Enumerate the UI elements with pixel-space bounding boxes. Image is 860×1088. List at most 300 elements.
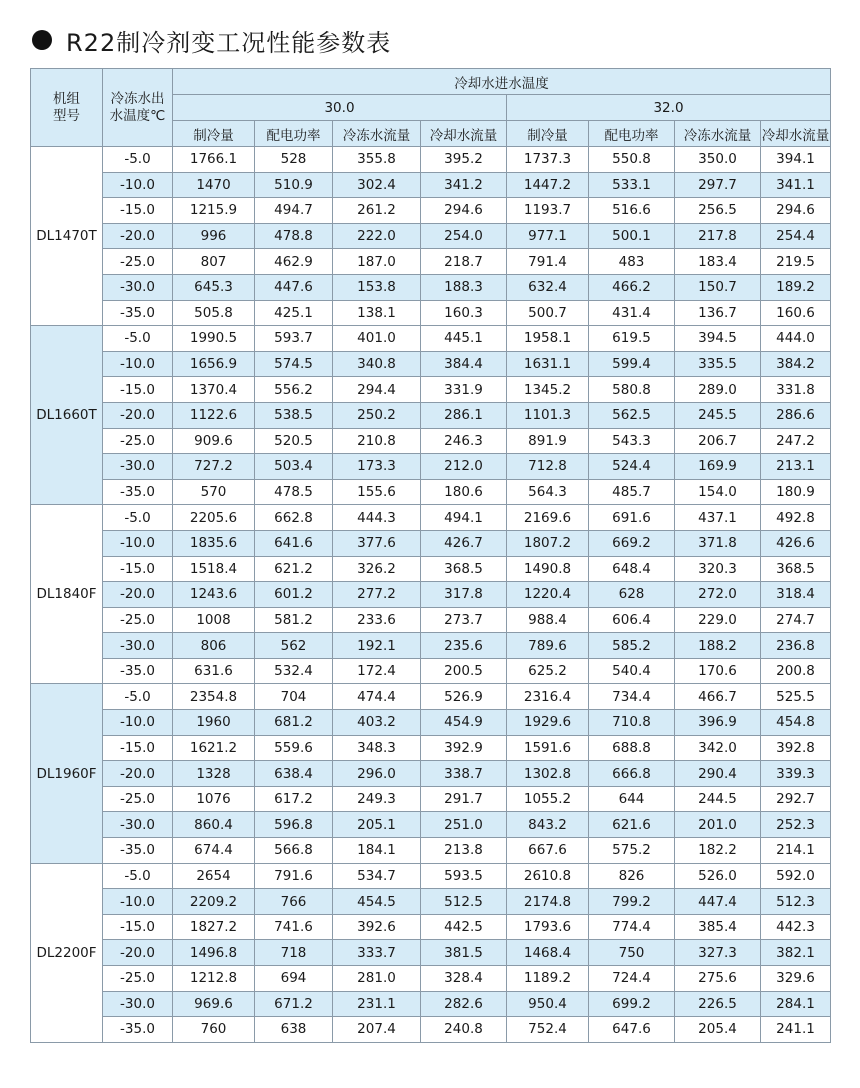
outlet-temp-cell: -5.0 bbox=[103, 147, 173, 173]
value-cell: 1193.7 bbox=[507, 198, 589, 224]
value-cell: 996 bbox=[173, 223, 255, 249]
value-cell: 1189.2 bbox=[507, 966, 589, 992]
inlet-temp-32: 32.0 bbox=[507, 95, 831, 121]
value-cell: 180.9 bbox=[761, 479, 831, 505]
value-cell: 272.0 bbox=[675, 582, 761, 608]
table-row bbox=[31, 658, 831, 684]
table-body bbox=[31, 147, 831, 1043]
value-cell: 645.3 bbox=[173, 274, 255, 300]
table-row bbox=[31, 428, 831, 454]
value-cell: 333.7 bbox=[333, 940, 421, 966]
value-cell: 213.1 bbox=[761, 454, 831, 480]
value-cell: 575.2 bbox=[589, 838, 675, 864]
outlet-temp-cell: -5.0 bbox=[103, 326, 173, 352]
outlet-temp-cell: -30.0 bbox=[103, 454, 173, 480]
value-cell: 292.7 bbox=[761, 786, 831, 812]
outlet-temp-cell: -5.0 bbox=[103, 684, 173, 710]
value-cell: 562 bbox=[255, 633, 333, 659]
value-cell: 447.6 bbox=[255, 274, 333, 300]
value-cell: 233.6 bbox=[333, 607, 421, 633]
value-cell: 392.9 bbox=[421, 735, 507, 761]
value-cell: 516.6 bbox=[589, 198, 675, 224]
value-cell: 593.5 bbox=[421, 863, 507, 889]
outlet-temp-cell: -10.0 bbox=[103, 889, 173, 915]
value-cell: 474.4 bbox=[333, 684, 421, 710]
value-cell: 281.0 bbox=[333, 966, 421, 992]
outlet-temp-cell: -20.0 bbox=[103, 223, 173, 249]
value-cell: 294.6 bbox=[761, 198, 831, 224]
value-cell: 950.4 bbox=[507, 991, 589, 1017]
value-cell: 339.3 bbox=[761, 761, 831, 787]
outlet-temp-cell: -25.0 bbox=[103, 607, 173, 633]
value-cell: 210.8 bbox=[333, 428, 421, 454]
value-cell: 192.1 bbox=[333, 633, 421, 659]
value-cell: 291.7 bbox=[421, 786, 507, 812]
value-cell: 492.8 bbox=[761, 505, 831, 531]
value-cell: 766 bbox=[255, 889, 333, 915]
value-cell: 628 bbox=[589, 582, 675, 608]
value-cell: 377.6 bbox=[333, 530, 421, 556]
table-row bbox=[31, 223, 831, 249]
value-cell: 977.1 bbox=[507, 223, 589, 249]
value-cell: 525.5 bbox=[761, 684, 831, 710]
value-cell: 1345.2 bbox=[507, 377, 589, 403]
value-cell: 1766.1 bbox=[173, 147, 255, 173]
table-row bbox=[31, 889, 831, 915]
value-cell: 619.5 bbox=[589, 326, 675, 352]
value-cell: 520.5 bbox=[255, 428, 333, 454]
model-cell: DL2200F bbox=[31, 863, 103, 1042]
table-row bbox=[31, 326, 831, 352]
value-cell: 538.5 bbox=[255, 402, 333, 428]
value-cell: 543.3 bbox=[589, 428, 675, 454]
value-cell: 341.2 bbox=[421, 172, 507, 198]
value-cell: 1960 bbox=[173, 710, 255, 736]
value-cell: 155.6 bbox=[333, 479, 421, 505]
outlet-temp-cell: -10.0 bbox=[103, 530, 173, 556]
value-cell: 843.2 bbox=[507, 812, 589, 838]
value-cell: 2316.4 bbox=[507, 684, 589, 710]
value-cell: 585.2 bbox=[589, 633, 675, 659]
value-cell: 559.6 bbox=[255, 735, 333, 761]
sub-column-header: 配电功率 bbox=[589, 121, 675, 147]
value-cell: 638.4 bbox=[255, 761, 333, 787]
value-cell: 153.8 bbox=[333, 274, 421, 300]
table-row bbox=[31, 377, 831, 403]
sub-column-header: 冷却水流量 bbox=[761, 121, 831, 147]
value-cell: 1631.1 bbox=[507, 351, 589, 377]
outlet-temp-cell: -35.0 bbox=[103, 300, 173, 326]
value-cell: 222.0 bbox=[333, 223, 421, 249]
value-cell: 247.2 bbox=[761, 428, 831, 454]
value-cell: 969.6 bbox=[173, 991, 255, 1017]
outlet-temp-cell: -5.0 bbox=[103, 505, 173, 531]
value-cell: 277.2 bbox=[333, 582, 421, 608]
value-cell: 431.4 bbox=[589, 300, 675, 326]
value-cell: 1990.5 bbox=[173, 326, 255, 352]
outlet-temp-cell: -5.0 bbox=[103, 863, 173, 889]
model-cell: DL1960F bbox=[31, 684, 103, 863]
value-cell: 644 bbox=[589, 786, 675, 812]
value-cell: 286.1 bbox=[421, 402, 507, 428]
outlet-temp-cell: -25.0 bbox=[103, 249, 173, 275]
outlet-temp-cell: -20.0 bbox=[103, 940, 173, 966]
value-cell: 241.1 bbox=[761, 1017, 831, 1043]
value-cell: 296.0 bbox=[333, 761, 421, 787]
value-cell: 188.2 bbox=[675, 633, 761, 659]
value-cell: 533.1 bbox=[589, 172, 675, 198]
value-cell: 218.7 bbox=[421, 249, 507, 275]
value-cell: 200.8 bbox=[761, 658, 831, 684]
outlet-temp-header: 冷冻水出 水温度℃ bbox=[103, 69, 173, 147]
value-cell: 444.0 bbox=[761, 326, 831, 352]
value-cell: 1827.2 bbox=[173, 914, 255, 940]
table-row bbox=[31, 402, 831, 428]
value-cell: 631.6 bbox=[173, 658, 255, 684]
value-cell: 500.1 bbox=[589, 223, 675, 249]
value-cell: 297.7 bbox=[675, 172, 761, 198]
value-cell: 710.8 bbox=[589, 710, 675, 736]
value-cell: 601.2 bbox=[255, 582, 333, 608]
sub-column-header: 制冷量 bbox=[173, 121, 255, 147]
table-row bbox=[31, 940, 831, 966]
value-cell: 350.0 bbox=[675, 147, 761, 173]
value-cell: 724.4 bbox=[589, 966, 675, 992]
value-cell: 254.0 bbox=[421, 223, 507, 249]
value-cell: 1220.4 bbox=[507, 582, 589, 608]
value-cell: 1055.2 bbox=[507, 786, 589, 812]
value-cell: 201.0 bbox=[675, 812, 761, 838]
value-cell: 1591.6 bbox=[507, 735, 589, 761]
sub-column-header: 配电功率 bbox=[255, 121, 333, 147]
value-cell: 368.5 bbox=[421, 556, 507, 582]
value-cell: 425.1 bbox=[255, 300, 333, 326]
value-cell: 556.2 bbox=[255, 377, 333, 403]
value-cell: 1447.2 bbox=[507, 172, 589, 198]
value-cell: 564.3 bbox=[507, 479, 589, 505]
value-cell: 189.2 bbox=[761, 274, 831, 300]
value-cell: 712.8 bbox=[507, 454, 589, 480]
value-cell: 524.4 bbox=[589, 454, 675, 480]
value-cell: 206.7 bbox=[675, 428, 761, 454]
value-cell: 1807.2 bbox=[507, 530, 589, 556]
value-cell: 503.4 bbox=[255, 454, 333, 480]
value-cell: 327.3 bbox=[675, 940, 761, 966]
value-cell: 621.2 bbox=[255, 556, 333, 582]
value-cell: 1490.8 bbox=[507, 556, 589, 582]
value-cell: 528 bbox=[255, 147, 333, 173]
value-cell: 342.0 bbox=[675, 735, 761, 761]
sub-column-header: 冷冻水流量 bbox=[675, 121, 761, 147]
value-cell: 447.4 bbox=[675, 889, 761, 915]
value-cell: 1122.6 bbox=[173, 402, 255, 428]
value-cell: 442.5 bbox=[421, 914, 507, 940]
value-cell: 335.5 bbox=[675, 351, 761, 377]
value-cell: 1793.6 bbox=[507, 914, 589, 940]
value-cell: 1370.4 bbox=[173, 377, 255, 403]
value-cell: 1958.1 bbox=[507, 326, 589, 352]
performance-table bbox=[30, 68, 831, 1043]
value-cell: 799.2 bbox=[589, 889, 675, 915]
outlet-temp-cell: -15.0 bbox=[103, 198, 173, 224]
inlet-temp-30: 30.0 bbox=[173, 95, 507, 121]
table-row bbox=[31, 351, 831, 377]
outlet-temp-cell: -30.0 bbox=[103, 633, 173, 659]
value-cell: 454.5 bbox=[333, 889, 421, 915]
value-cell: 154.0 bbox=[675, 479, 761, 505]
value-cell: 789.6 bbox=[507, 633, 589, 659]
table-row bbox=[31, 991, 831, 1017]
value-cell: 466.2 bbox=[589, 274, 675, 300]
value-cell: 681.2 bbox=[255, 710, 333, 736]
value-cell: 727.2 bbox=[173, 454, 255, 480]
outlet-temp-cell: -20.0 bbox=[103, 402, 173, 428]
outlet-temp-cell: -30.0 bbox=[103, 991, 173, 1017]
value-cell: 891.9 bbox=[507, 428, 589, 454]
value-cell: 182.2 bbox=[675, 838, 761, 864]
value-cell: 437.1 bbox=[675, 505, 761, 531]
value-cell: 205.4 bbox=[675, 1017, 761, 1043]
table-row bbox=[31, 1017, 831, 1043]
value-cell: 791.4 bbox=[507, 249, 589, 275]
value-cell: 617.2 bbox=[255, 786, 333, 812]
outlet-temp-cell: -15.0 bbox=[103, 377, 173, 403]
value-cell: 752.4 bbox=[507, 1017, 589, 1043]
table-row bbox=[31, 198, 831, 224]
value-cell: 512.5 bbox=[421, 889, 507, 915]
value-cell: 647.6 bbox=[589, 1017, 675, 1043]
value-cell: 294.4 bbox=[333, 377, 421, 403]
table-header bbox=[31, 69, 831, 147]
value-cell: 674.4 bbox=[173, 838, 255, 864]
table-row bbox=[31, 966, 831, 992]
value-cell: 2169.6 bbox=[507, 505, 589, 531]
outlet-temp-cell: -10.0 bbox=[103, 710, 173, 736]
table-row bbox=[31, 607, 831, 633]
value-cell: 526.0 bbox=[675, 863, 761, 889]
value-cell: 368.5 bbox=[761, 556, 831, 582]
value-cell: 806 bbox=[173, 633, 255, 659]
value-cell: 150.7 bbox=[675, 274, 761, 300]
table-row bbox=[31, 530, 831, 556]
value-cell: 807 bbox=[173, 249, 255, 275]
table-row bbox=[31, 172, 831, 198]
value-cell: 244.5 bbox=[675, 786, 761, 812]
value-cell: 454.8 bbox=[761, 710, 831, 736]
model-cell: DL1470T bbox=[31, 147, 103, 326]
value-cell: 1076 bbox=[173, 786, 255, 812]
bullet-icon bbox=[32, 30, 52, 50]
value-cell: 331.9 bbox=[421, 377, 507, 403]
value-cell: 213.8 bbox=[421, 838, 507, 864]
table-row bbox=[31, 274, 831, 300]
value-cell: 1496.8 bbox=[173, 940, 255, 966]
value-cell: 1470 bbox=[173, 172, 255, 198]
value-cell: 478.5 bbox=[255, 479, 333, 505]
value-cell: 454.9 bbox=[421, 710, 507, 736]
value-cell: 254.4 bbox=[761, 223, 831, 249]
value-cell: 169.9 bbox=[675, 454, 761, 480]
value-cell: 599.4 bbox=[589, 351, 675, 377]
title-row bbox=[32, 22, 391, 58]
outlet-temp-cell: -10.0 bbox=[103, 351, 173, 377]
value-cell: 384.4 bbox=[421, 351, 507, 377]
value-cell: 621.6 bbox=[589, 812, 675, 838]
value-cell: 240.8 bbox=[421, 1017, 507, 1043]
value-cell: 290.4 bbox=[675, 761, 761, 787]
table-row bbox=[31, 633, 831, 659]
value-cell: 245.5 bbox=[675, 402, 761, 428]
value-cell: 760 bbox=[173, 1017, 255, 1043]
value-cell: 860.4 bbox=[173, 812, 255, 838]
value-cell: 562.5 bbox=[589, 402, 675, 428]
value-cell: 426.6 bbox=[761, 530, 831, 556]
outlet-temp-cell: -35.0 bbox=[103, 1017, 173, 1043]
value-cell: 494.7 bbox=[255, 198, 333, 224]
value-cell: 574.5 bbox=[255, 351, 333, 377]
value-cell: 252.3 bbox=[761, 812, 831, 838]
value-cell: 691.6 bbox=[589, 505, 675, 531]
value-cell: 231.1 bbox=[333, 991, 421, 1017]
value-cell: 249.3 bbox=[333, 786, 421, 812]
value-cell: 401.0 bbox=[333, 326, 421, 352]
value-cell: 275.6 bbox=[675, 966, 761, 992]
value-cell: 648.4 bbox=[589, 556, 675, 582]
value-cell: 173.3 bbox=[333, 454, 421, 480]
value-cell: 403.2 bbox=[333, 710, 421, 736]
value-cell: 229.0 bbox=[675, 607, 761, 633]
value-cell: 282.6 bbox=[421, 991, 507, 1017]
value-cell: 2354.8 bbox=[173, 684, 255, 710]
value-cell: 532.4 bbox=[255, 658, 333, 684]
value-cell: 188.3 bbox=[421, 274, 507, 300]
value-cell: 442.3 bbox=[761, 914, 831, 940]
value-cell: 355.8 bbox=[333, 147, 421, 173]
value-cell: 570 bbox=[173, 479, 255, 505]
value-cell: 394.5 bbox=[675, 326, 761, 352]
table-row bbox=[31, 710, 831, 736]
value-cell: 580.8 bbox=[589, 377, 675, 403]
value-cell: 1212.8 bbox=[173, 966, 255, 992]
value-cell: 289.0 bbox=[675, 377, 761, 403]
value-cell: 385.4 bbox=[675, 914, 761, 940]
table-row bbox=[31, 479, 831, 505]
table-row bbox=[31, 454, 831, 480]
outlet-temp-cell: -30.0 bbox=[103, 812, 173, 838]
model-header: 机组 型号 bbox=[31, 69, 103, 147]
value-cell: 741.6 bbox=[255, 914, 333, 940]
value-cell: 988.4 bbox=[507, 607, 589, 633]
value-cell: 1328 bbox=[173, 761, 255, 787]
value-cell: 371.8 bbox=[675, 530, 761, 556]
value-cell: 274.7 bbox=[761, 607, 831, 633]
value-cell: 1737.3 bbox=[507, 147, 589, 173]
value-cell: 2209.2 bbox=[173, 889, 255, 915]
value-cell: 217.8 bbox=[675, 223, 761, 249]
value-cell: 250.2 bbox=[333, 402, 421, 428]
value-cell: 1243.6 bbox=[173, 582, 255, 608]
value-cell: 207.4 bbox=[333, 1017, 421, 1043]
outlet-temp-cell: -25.0 bbox=[103, 786, 173, 812]
value-cell: 251.0 bbox=[421, 812, 507, 838]
value-cell: 662.8 bbox=[255, 505, 333, 531]
value-cell: 444.3 bbox=[333, 505, 421, 531]
outlet-temp-cell: -35.0 bbox=[103, 658, 173, 684]
value-cell: 688.8 bbox=[589, 735, 675, 761]
outlet-temp-cell: -20.0 bbox=[103, 761, 173, 787]
value-cell: 2174.8 bbox=[507, 889, 589, 915]
value-cell: 606.4 bbox=[589, 607, 675, 633]
value-cell: 261.2 bbox=[333, 198, 421, 224]
value-cell: 592.0 bbox=[761, 863, 831, 889]
value-cell: 187.0 bbox=[333, 249, 421, 275]
table-row bbox=[31, 914, 831, 940]
value-cell: 340.8 bbox=[333, 351, 421, 377]
value-cell: 694 bbox=[255, 966, 333, 992]
value-cell: 328.4 bbox=[421, 966, 507, 992]
table-row bbox=[31, 735, 831, 761]
value-cell: 466.7 bbox=[675, 684, 761, 710]
value-cell: 540.4 bbox=[589, 658, 675, 684]
value-cell: 581.2 bbox=[255, 607, 333, 633]
table-row bbox=[31, 838, 831, 864]
value-cell: 326.2 bbox=[333, 556, 421, 582]
outlet-temp-cell: -25.0 bbox=[103, 966, 173, 992]
table-row bbox=[31, 249, 831, 275]
table-row bbox=[31, 812, 831, 838]
outlet-temp-cell: -15.0 bbox=[103, 735, 173, 761]
value-cell: 212.0 bbox=[421, 454, 507, 480]
value-cell: 485.7 bbox=[589, 479, 675, 505]
table-row bbox=[31, 863, 831, 889]
value-cell: 235.6 bbox=[421, 633, 507, 659]
sub-column-header: 制冷量 bbox=[507, 121, 589, 147]
value-cell: 718 bbox=[255, 940, 333, 966]
value-cell: 341.1 bbox=[761, 172, 831, 198]
value-cell: 396.9 bbox=[675, 710, 761, 736]
value-cell: 669.2 bbox=[589, 530, 675, 556]
outlet-temp-cell: -25.0 bbox=[103, 428, 173, 454]
value-cell: 200.5 bbox=[421, 658, 507, 684]
value-cell: 534.7 bbox=[333, 863, 421, 889]
value-cell: 445.1 bbox=[421, 326, 507, 352]
table-row bbox=[31, 582, 831, 608]
value-cell: 392.6 bbox=[333, 914, 421, 940]
outlet-temp-cell: -30.0 bbox=[103, 274, 173, 300]
outlet-temp-cell: -15.0 bbox=[103, 914, 173, 940]
value-cell: 500.7 bbox=[507, 300, 589, 326]
value-cell: 160.3 bbox=[421, 300, 507, 326]
value-cell: 273.7 bbox=[421, 607, 507, 633]
inlet-temp-header: 冷却水进水温度 bbox=[173, 69, 831, 95]
value-cell: 704 bbox=[255, 684, 333, 710]
outlet-temp-cell: -35.0 bbox=[103, 479, 173, 505]
value-cell: 1101.3 bbox=[507, 402, 589, 428]
value-cell: 320.3 bbox=[675, 556, 761, 582]
value-cell: 826 bbox=[589, 863, 675, 889]
value-cell: 734.4 bbox=[589, 684, 675, 710]
value-cell: 909.6 bbox=[173, 428, 255, 454]
table-row bbox=[31, 147, 831, 173]
value-cell: 1008 bbox=[173, 607, 255, 633]
value-cell: 318.4 bbox=[761, 582, 831, 608]
value-cell: 284.1 bbox=[761, 991, 831, 1017]
value-cell: 774.4 bbox=[589, 914, 675, 940]
value-cell: 699.2 bbox=[589, 991, 675, 1017]
value-cell: 205.1 bbox=[333, 812, 421, 838]
value-cell: 666.8 bbox=[589, 761, 675, 787]
value-cell: 505.8 bbox=[173, 300, 255, 326]
